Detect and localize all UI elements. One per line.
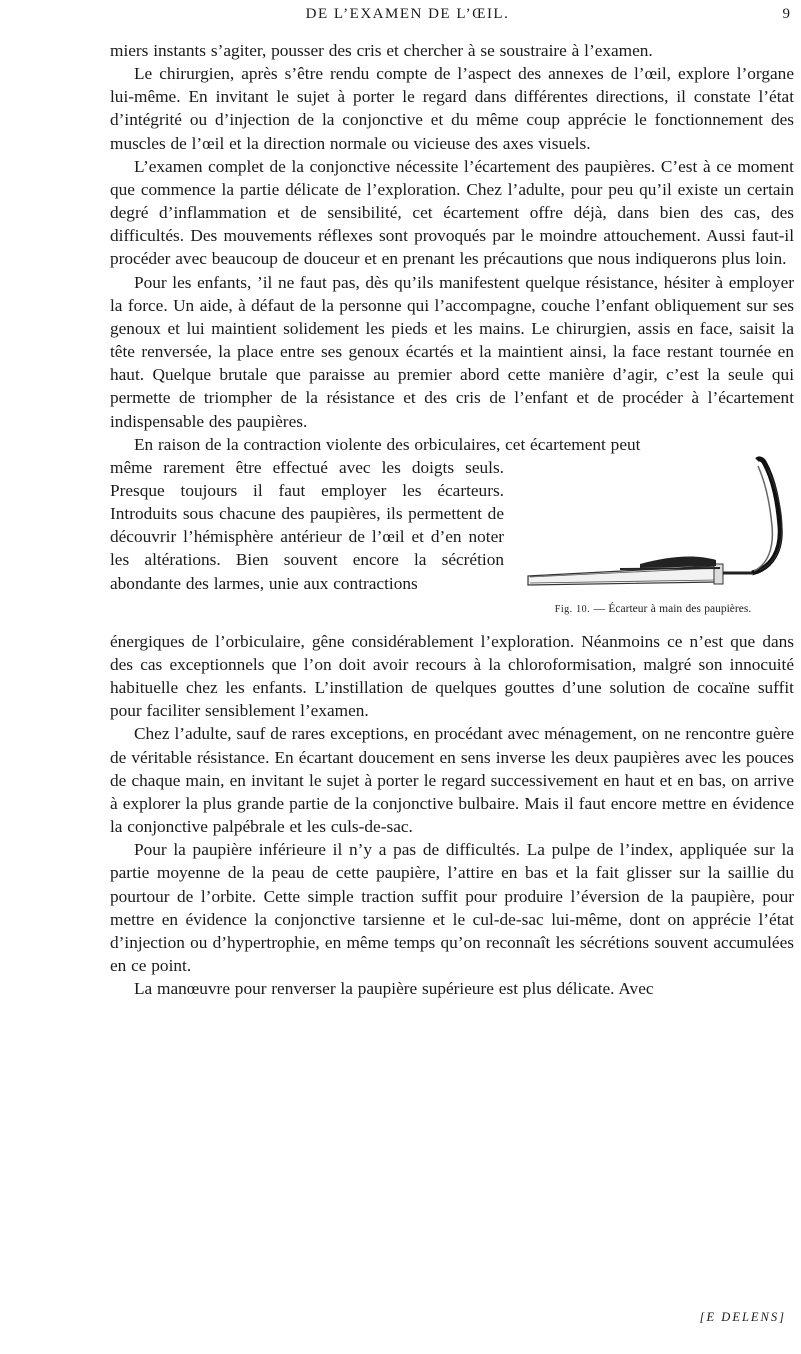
paragraph: Pour la paupière inférieure il n’y a pas de difficultés. La pulpe de l’index, appliquée sur la partie moyenne de la peau de cette paupière, l’attire en bas et la fait glisser sur la saillie du pourtour de l’orbite. Cette simple traction suffit pour produire l’éversion de la paupière, pour mettre en évidence la conjonctive tarsienne et le cul-de-sac lui-même, dont on apprécie l’état d’injection ou d’hypertrophie, en même temps qu’on reconnaît les sécrétions souvent accumulées en ce point. [110,840,794,975]
publisher-mark: [E DELENS] [699,1310,786,1324]
paragraph: Chez l’adulte, sauf de rares exceptions, en procédant avec ménagement, on ne rencontre guère de véritable résistance. En écartant doucement en sens inverse les deux paupières avec les pouces de chaque main, en invitant le sujet à porter le regard successivement en haut et en bas, on arrive à explorer la plus grande partie de la conjonctive bulbaire. Mais il faut encore mettre en évidence la conjonctive palpébrale et les culs-de-sac. [110,724,794,837]
figure-caption-text: — Écarteur à main des paupières. [590,602,752,615]
body-text [110,39,794,1000]
running-title: DE L’EXAMEN DE L’ŒIL. [305,6,510,22]
figure-label: Fig. 10. [554,603,591,615]
figure-wrap-block [110,456,794,630]
paragraph: énergiques de l’orbiculaire, gêne considérablement l’exploration. Néanmoins ce n’est que dans des cas exceptionnels que l’on doit avoir recours à la chloroformisation, malgré son innocuité habituelle chez les enfants. L’instillation de quelques gouttes d’une solution de cocaïne suffit pour faciliter sensiblement l’examen. [110,631,794,721]
figure-eyelid-retractor [512,456,794,630]
paragraph: En raison de la contraction violente des orbiculaires, cet écartement peut [134,434,641,454]
running-head [110,6,790,28]
page-number: 9 [782,6,790,22]
paragraph-wrapped: même rarement être effectué avec les doigts seuls. Presque toujours il faut employer les écarteurs. Introduits sous chacune des paupières, ils permettent de découvrir l’hémisphère antérieur de l’œil et d’en noter les altérations. Bien souvent encore la sécrétion abondante des larmes, unie aux contractions [110,457,504,593]
figure-caption [512,598,794,621]
eyelid-retractor-illustration [520,456,786,596]
paragraph: Pour les enfants, ’il ne faut pas, dès qu’ils manifestent quelque résistance, hésiter à employer la force. Un aide, à défaut de la personne qui l’accompagne, couche l’enfant obliquement sur ses genoux et lui maintient solidement les pieds et les mains. Le chirurgien, assis en face, saisit la tête renversée, la place entre ses genoux écartés et la maintient ainsi, la face restant tournée en haut. Quelque brutale que paraisse au premier abord cette manière d’agir, c’est la seule qui permette de triompher de la résistance et des cris de l’enfant et de procéder à l’écartement indispensable des paupières. [110,272,794,431]
paragraph: L’examen complet de la conjonctive nécessite l’écartement des paupières. C’est à ce moment que commence la partie délicate de l’exploration. Chez l’adulte, pour peu qu’il existe un certain degré d’inflammation et de sensibilité, cet écartement offre déjà, dans bien des cas, des difficultés. Des mouvements réflexes sont provoqués par le moindre attouchement. Aussi faut-il procéder avec beaucoup de douceur et en prenant les précautions que nous indiquerons plus loin. [110,156,794,269]
paragraph: Le chirurgien, après s’être rendu compte de l’aspect des annexes de l’œil, explore l’organe lui-même. En invitant le sujet à porter le regard dans différentes directions, il constate l’état d’intégrité ou d’injection de la conjonctive et du même coup apprécie le fonctionnement des muscles de l’œil et la direction normale ou vicieuse des axes visuels. [110,64,794,153]
paragraph: miers instants s’agiter, pousser des cris et chercher à se soustraire à l’examen. [110,41,653,60]
paragraph: La manœuvre pour renverser la paupière supérieure est plus délicate. Avec [134,979,654,999]
